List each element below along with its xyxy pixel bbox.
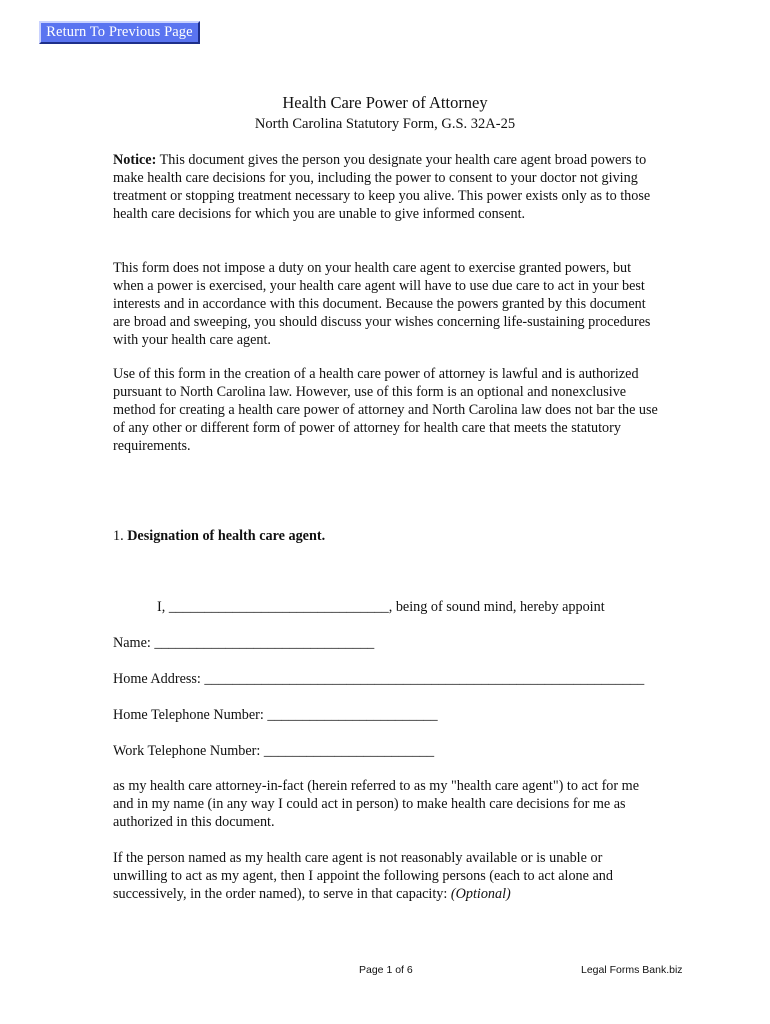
agent-name-field: Name: _______________________________ bbox=[113, 635, 375, 651]
optional-label: (Optional) bbox=[450, 886, 511, 902]
footer-site-name: Legal Forms Bank.biz bbox=[581, 964, 683, 976]
return-to-previous-page-button[interactable]: Return To Previous Page bbox=[39, 21, 200, 44]
section-number: 1. bbox=[113, 528, 128, 544]
section-title: Designation of health care agent. bbox=[127, 528, 326, 544]
alternate-agent-text: If the person named as my health care agent is not reasonably available or is unable or unwilling to act as my agent, then I appoint the following persons (each to act alone and successively, in the order named), to serve in that capacity: bbox=[113, 850, 613, 902]
section-heading bbox=[113, 527, 325, 545]
lawful-use-paragraph: Use of this form in the creation of a health care power of attorney is lawful and is authorized pursuant to North Carolina law. However, use of this form is an optional and nonexclusive method for creating a health care power of attorney and North Carolina law does not bar the use of any other or different form of power of attorney for health care that meets the statutory requirements. bbox=[113, 366, 658, 454]
alternate-agent-paragraph bbox=[113, 849, 658, 903]
work-telephone-field: Work Telephone Number: ________________________ bbox=[113, 743, 435, 759]
home-address-field: Home Address: ______________________________________________________________ bbox=[113, 671, 645, 687]
notice-text: This document gives the person you designate your health care agent broad powers to make health care decisions for you, including the power to consent to your doctor not giving treatment or stopping treatment necessary to keep you alive. This power exists only as to those health care decisions for which you are unable to give informed consent. bbox=[113, 152, 651, 222]
duty-paragraph: This form does not impose a duty on your health care agent to exercise granted powers, but when a power is exercised, your health care agent will have to use due care to act in your best interests and in accordance with this document. Because the powers granted by this document are broad and sweeping, you should discuss your wishes concerning life-sustaining procedures with your health care agent. bbox=[113, 260, 651, 348]
appoint-line: I, _______________________________, being of sound mind, hereby appoint bbox=[157, 599, 605, 615]
page-number: Page 1 of 6 bbox=[359, 964, 413, 976]
home-telephone-field: Home Telephone Number: ________________________ bbox=[113, 707, 438, 723]
document-subtitle: North Carolina Statutory Form, G.S. 32A-25 bbox=[254, 116, 516, 132]
document-title: Health Care Power of Attorney bbox=[282, 93, 488, 112]
agent-authority-paragraph: as my health care attorney-in-fact (herein referred to as my "health care agent") to act for me and in my name (in any way I could act in person) to make health care decisions for me as authorized in this document. bbox=[113, 778, 640, 830]
notice-label: Notice: bbox=[113, 152, 157, 168]
notice-paragraph bbox=[113, 151, 658, 223]
